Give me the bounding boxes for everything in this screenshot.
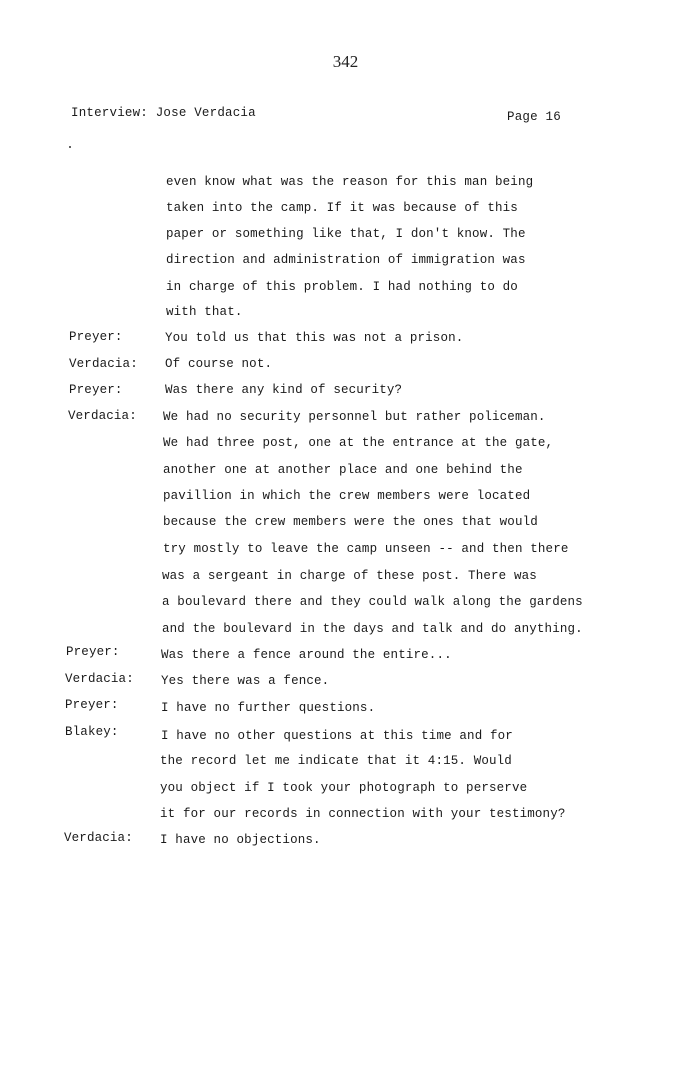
- transcript-line: because the crew members were the ones that would: [163, 515, 538, 529]
- transcript-line: Yes there was a fence.: [161, 674, 330, 688]
- speaker-label: Verdacia:: [69, 357, 138, 371]
- transcript-line: taken into the camp. If it was because of this: [166, 201, 518, 215]
- transcript-line: a boulevard there and they could walk along the gardens: [162, 595, 583, 609]
- page-number: 342: [332, 52, 359, 71]
- transcript-line: the record let me indicate that it 4:15. Would: [160, 754, 512, 768]
- speaker-label: Preyer:: [69, 330, 123, 344]
- speaker-label: Verdacia:: [65, 672, 134, 686]
- transcript-line: Of course not.: [165, 357, 273, 371]
- speaker-label: Verdacia:: [64, 831, 133, 845]
- transcript-line: try mostly to leave the camp unseen -- and then there: [163, 542, 569, 556]
- transcript-line: Was there any kind of security?: [165, 383, 403, 397]
- transcript-line: it for our records in connection with your testimony?: [160, 807, 566, 821]
- transcript-line: You told us that this was not a prison.: [165, 331, 464, 345]
- page-label: Page 16: [507, 110, 561, 124]
- speaker-label: Preyer:: [65, 698, 119, 712]
- speaker-label: Preyer:: [66, 645, 120, 659]
- speaker-label: Verdacia:: [68, 409, 137, 423]
- speaker-label: Blakey:: [65, 725, 119, 739]
- transcript-line: Was there a fence around the entire...: [161, 648, 452, 662]
- transcript-line: paper or something like that, I don't know. The: [166, 227, 526, 241]
- transcript-line: We had no security personnel but rather policeman.: [163, 410, 546, 424]
- transcript-line: I have no objections.: [160, 833, 321, 847]
- transcript-line: direction and administration of immigration was: [166, 253, 526, 267]
- speaker-label: Preyer:: [69, 383, 123, 397]
- transcript-line: I have no further questions.: [161, 701, 376, 715]
- scan-speck: [69, 146, 71, 148]
- transcript-line: I have no other questions at this time and for: [161, 729, 513, 743]
- transcript-line: and the boulevard in the days and talk and do anything.: [162, 622, 583, 636]
- transcript-line: another one at another place and one behind the: [163, 463, 523, 477]
- transcript-line: with that.: [166, 305, 243, 319]
- transcript-line: pavillion in which the crew members were located: [163, 489, 531, 503]
- transcript-line: We had three post, one at the entrance at the gate,: [163, 436, 554, 450]
- interview-title: Interview: Jose Verdacia: [71, 106, 256, 120]
- transcript-line: you object if I took your photograph to perserve: [160, 781, 528, 795]
- transcript-line: was a sergeant in charge of these post. There was: [162, 569, 537, 583]
- transcript-line: even know what was the reason for this man being: [166, 175, 534, 189]
- transcript-line: in charge of this problem. I had nothing to do: [166, 280, 518, 294]
